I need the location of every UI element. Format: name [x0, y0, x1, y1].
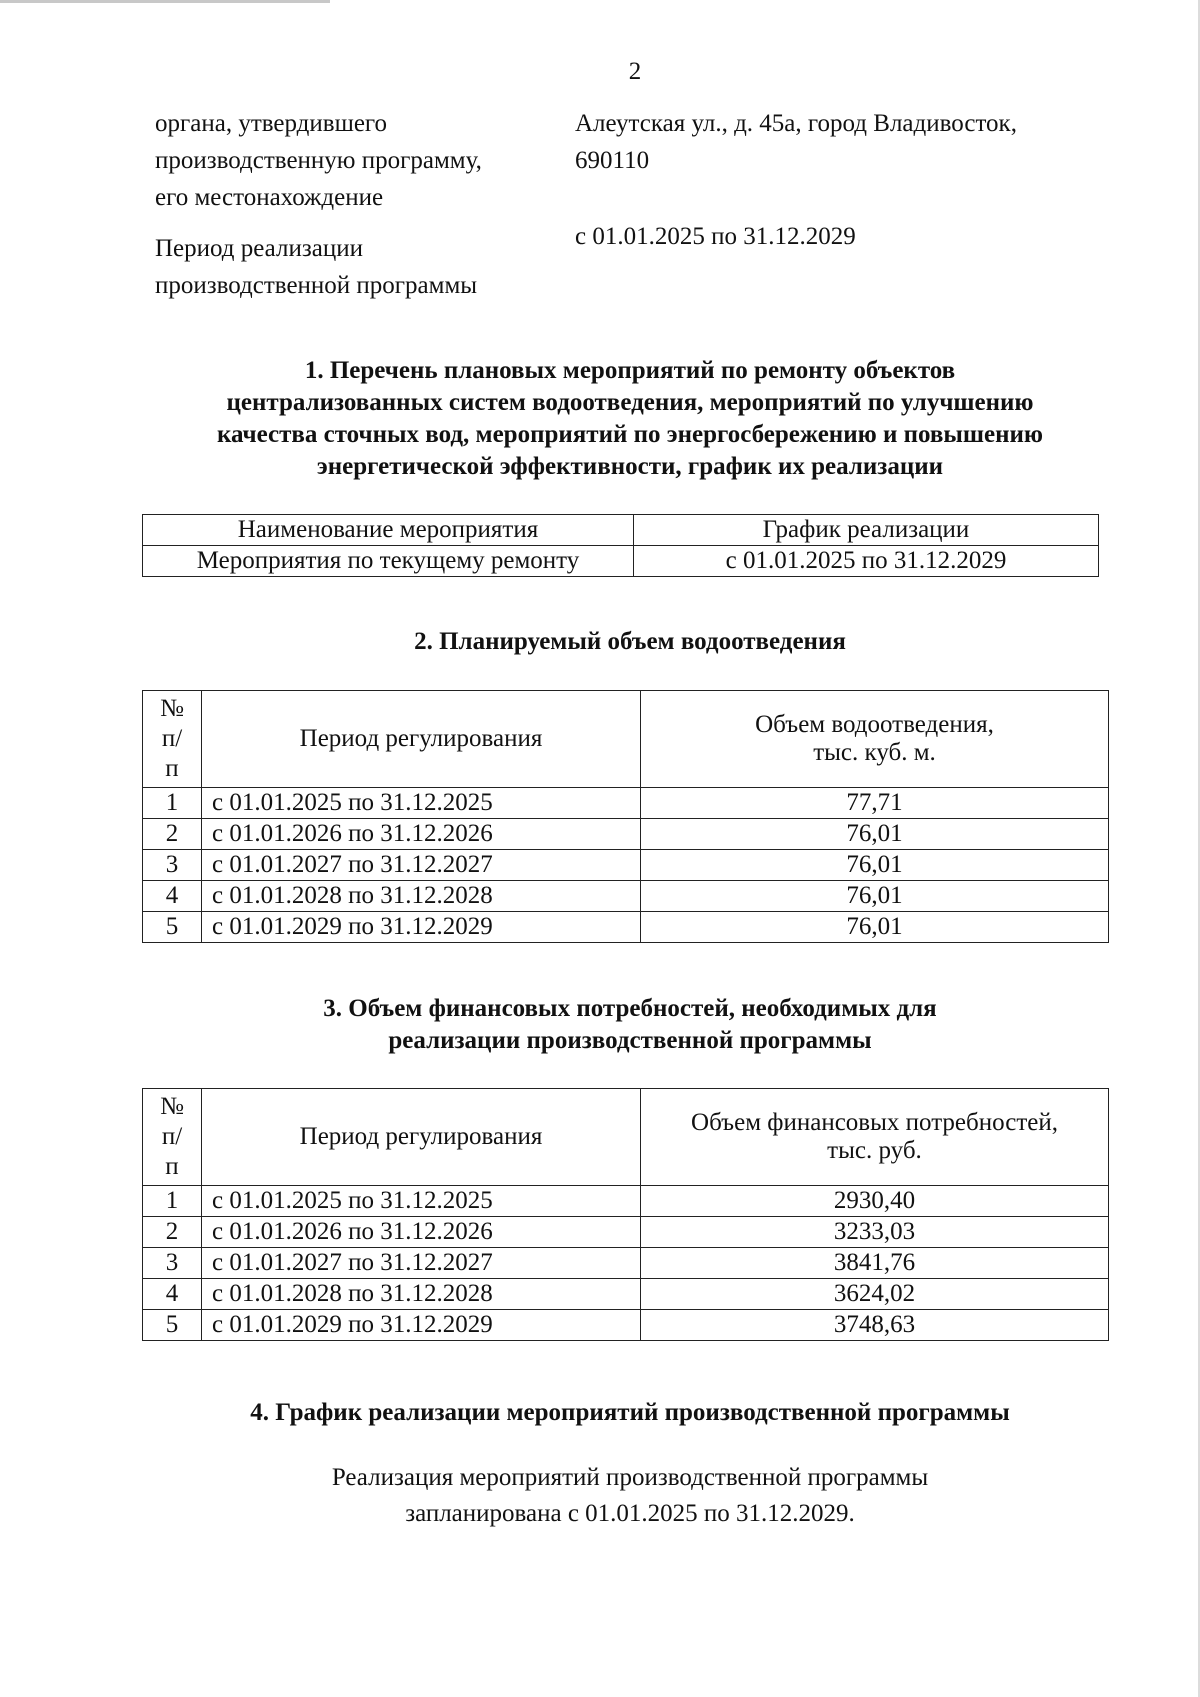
header-num-line: п/	[161, 1123, 183, 1150]
section3-title	[130, 993, 1130, 1057]
row-num: 4	[143, 1279, 202, 1310]
header-volume-line: Объем водоотведения,	[755, 711, 994, 738]
row-num: 4	[143, 881, 202, 912]
row-num: 1	[143, 1186, 202, 1217]
table-header-row	[143, 691, 1109, 788]
header-period: Период регулирования	[202, 691, 641, 788]
row-value: 3233,03	[641, 1217, 1109, 1248]
row-period: с 01.01.2029 по 31.12.2029	[202, 1310, 641, 1341]
header-volume	[641, 691, 1109, 788]
header-num-line: №	[160, 695, 184, 722]
table-row	[143, 1186, 1109, 1217]
org-label-line: органа, утвердившего	[155, 110, 388, 137]
table-row	[143, 1310, 1109, 1341]
row-num: 2	[143, 819, 202, 850]
period-label	[155, 218, 575, 304]
header-volume-line: тыс. куб. м.	[813, 739, 936, 766]
section1-title-line: энергетической эффективности, график их реализации	[316, 453, 944, 480]
section1-title-line: качества сточных вод, мероприятий по энергосбережению и повышению	[216, 421, 1044, 448]
row-value: 76,01	[641, 912, 1109, 943]
row-period: с 01.01.2026 по 31.12.2026	[202, 819, 641, 850]
activities-table	[142, 514, 1099, 577]
section1-title-line: централизованных систем водоотведения, мероприятий по улучшению	[226, 389, 1034, 416]
header-num-line: №	[160, 1093, 184, 1120]
row-value: 3841,76	[641, 1248, 1109, 1279]
header-num	[143, 691, 202, 788]
row-period: с 01.01.2027 по 31.12.2027	[202, 1248, 641, 1279]
info-row-period	[155, 218, 1090, 304]
table-row	[143, 881, 1109, 912]
section4-text-line: запланирована с 01.01.2025 по 31.12.2029.	[405, 1500, 855, 1527]
table-header-row	[143, 515, 1099, 546]
header-period: Период регулирования	[202, 1089, 641, 1186]
section4-text-line: Реализация мероприятий производственной программы	[331, 1464, 929, 1491]
info-row-org	[155, 105, 1090, 216]
section4-text	[130, 1460, 1130, 1532]
header-schedule: График реализации	[634, 515, 1099, 546]
header-finance-line: Объем финансовых потребностей,	[691, 1109, 1058, 1136]
row-num: 2	[143, 1217, 202, 1248]
section3-title-line: 3. Объем финансовых потребностей, необходимых для	[323, 995, 937, 1022]
section4-title: 4. График реализации мероприятий производственной программы	[250, 1399, 1010, 1426]
header-finance-line: тыс. руб.	[827, 1137, 922, 1164]
section1-title-line: 1. Перечень плановых мероприятий по ремонту объектов	[304, 357, 956, 384]
activity-schedule: с 01.01.2025 по 31.12.2029	[634, 546, 1099, 577]
table-row	[143, 1217, 1109, 1248]
table-row	[143, 788, 1109, 819]
table-row	[143, 1279, 1109, 1310]
table-row	[143, 819, 1109, 850]
table-row	[143, 912, 1109, 943]
section1-title	[130, 355, 1130, 483]
header-num-line: п	[165, 755, 179, 782]
org-value-line: Алеутская ул., д. 45а, город Владивосток,	[575, 110, 1017, 137]
row-value: 76,01	[641, 819, 1109, 850]
row-num: 5	[143, 912, 202, 943]
row-value: 3624,02	[641, 1279, 1109, 1310]
section2-title: 2. Планируемый объем водоотведения	[414, 628, 846, 655]
scan-artifact-top	[0, 0, 330, 3]
row-value: 3748,63	[641, 1310, 1109, 1341]
header-activity: Наименование мероприятия	[143, 515, 634, 546]
info-block	[155, 105, 1090, 304]
table-header-row	[143, 1089, 1109, 1186]
row-num: 1	[143, 788, 202, 819]
activity-name: Мероприятия по текущему ремонту	[143, 546, 634, 577]
table-row	[143, 1248, 1109, 1279]
section3-title-line: реализации производственной программы	[388, 1027, 872, 1054]
table-row	[143, 850, 1109, 881]
period-label-line: производственной программы	[155, 272, 478, 299]
period-label-line: Период реализации	[155, 235, 363, 262]
row-num: 3	[143, 1248, 202, 1279]
org-value	[575, 105, 1090, 216]
row-period: с 01.01.2028 по 31.12.2028	[202, 1279, 641, 1310]
row-value: 2930,40	[641, 1186, 1109, 1217]
table-row	[143, 546, 1099, 577]
org-label-line: производственную программу,	[155, 147, 482, 174]
org-value-line: 690110	[575, 147, 650, 174]
row-period: с 01.01.2029 по 31.12.2029	[202, 912, 641, 943]
row-period: с 01.01.2025 по 31.12.2025	[202, 1186, 641, 1217]
volume-table	[142, 690, 1109, 943]
row-period: с 01.01.2028 по 31.12.2028	[202, 881, 641, 912]
page-number: 2	[628, 58, 642, 85]
org-label-line: его местонахождение	[155, 184, 384, 211]
row-num: 5	[143, 1310, 202, 1341]
header-num-line: п	[165, 1153, 179, 1180]
org-label	[155, 105, 575, 216]
row-value: 77,71	[641, 788, 1109, 819]
header-num-line: п/	[161, 725, 183, 752]
header-finance	[641, 1089, 1109, 1186]
row-period: с 01.01.2026 по 31.12.2026	[202, 1217, 641, 1248]
row-value: 76,01	[641, 850, 1109, 881]
header-num	[143, 1089, 202, 1186]
period-value: с 01.01.2025 по 31.12.2029	[575, 223, 856, 250]
row-period: с 01.01.2027 по 31.12.2027	[202, 850, 641, 881]
row-num: 3	[143, 850, 202, 881]
finance-table	[142, 1088, 1109, 1341]
row-value: 76,01	[641, 881, 1109, 912]
row-period: с 01.01.2025 по 31.12.2025	[202, 788, 641, 819]
